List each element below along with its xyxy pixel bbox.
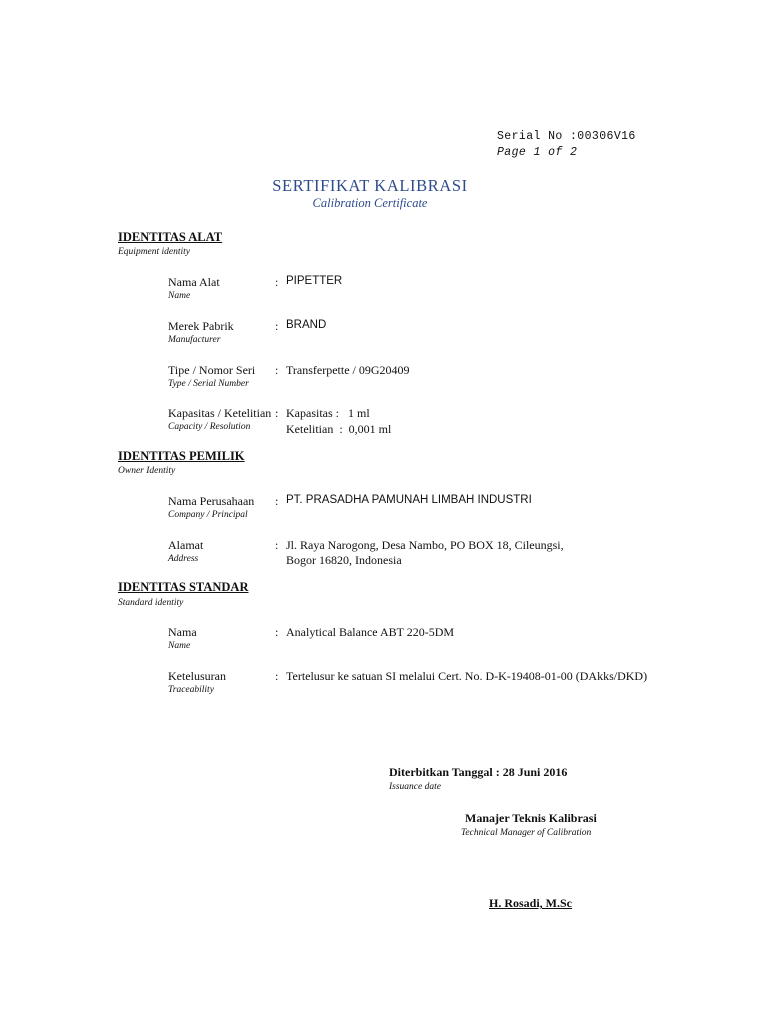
field-value: Kapasitas : 1 ml (286, 406, 370, 420)
field-label-en: Capacity / Resolution (168, 422, 251, 432)
field-value: Analytical Balance ABT 220-5DM (286, 625, 455, 639)
field-label-en: Traceability (168, 685, 214, 695)
field-colon: : (275, 538, 279, 552)
field-colon: : (275, 319, 279, 333)
field-label: Ketelusuran (168, 669, 226, 683)
field-label: Nama (168, 625, 197, 639)
issuance-date: Diterbitkan Tanggal : 28 Juni 2016 (389, 765, 568, 779)
signatory-name: H. Rosadi, M.Sc (489, 896, 573, 910)
field-value: BRAND (286, 319, 327, 331)
signatory-title: Manajer Teknis Kalibrasi (465, 811, 597, 825)
field-label-en: Name (168, 291, 191, 301)
field-colon: : (275, 406, 279, 420)
field-colon: : (275, 363, 279, 377)
field-label-en: Type / Serial Number (168, 379, 249, 389)
field-label: Alamat (168, 538, 204, 552)
field-colon: : (275, 494, 279, 508)
section-owner-heading: IDENTITAS PEMILIK (118, 449, 245, 463)
field-colon: : (275, 625, 279, 639)
field-label: Kapasitas / Ketelitian (168, 406, 272, 420)
page-number: Page 1 of 2 (497, 146, 578, 159)
field-value: Tertelusur ke satuan SI melalui Cert. No. D-K-19408-01-00 (DAkks/DKD) (286, 669, 648, 683)
field-value: PT. PRASADHA PAMUNAH LIMBAH INDUSTRI (286, 494, 532, 506)
section-equipment-heading: IDENTITAS ALAT (118, 230, 223, 244)
field-label: Merek Pabrik (168, 319, 234, 333)
field-value: Transferpette / 09G20409 (286, 363, 410, 377)
issuance-date-en: Issuance date (389, 782, 441, 792)
section-owner-subheading: Owner Identity (118, 466, 176, 476)
field-label: Tipe / Nomor Seri (168, 363, 256, 377)
certificate-subtitle: Calibration Certificate (312, 196, 428, 210)
field-value-line2: Bogor 16820, Indonesia (286, 553, 402, 567)
field-label: Nama Perusahaan (168, 494, 255, 508)
field-colon: : (275, 275, 279, 289)
field-value: PIPETTER (286, 275, 343, 287)
field-value: Jl. Raya Narogong, Desa Nambo, PO BOX 18, Cileungsi, (286, 538, 564, 552)
field-label: Nama Alat (168, 275, 220, 289)
field-value-line2: Ketelitian : 0,001 ml (286, 422, 392, 436)
section-standard-subheading: Standard identity (118, 598, 184, 608)
field-colon: : (275, 669, 279, 683)
field-label-en: Manufacturer (168, 335, 221, 345)
section-standard-heading: IDENTITAS STANDAR (118, 580, 249, 594)
field-label-en: Name (168, 641, 191, 651)
field-label-en: Company / Principal (168, 510, 248, 520)
section-equipment-subheading: Equipment identity (118, 247, 191, 257)
certificate-title: SERTIFIKAT KALIBRASI (272, 176, 468, 195)
serial-number: Serial No :00306V16 (497, 130, 636, 143)
field-label-en: Address (168, 554, 199, 564)
signatory-title-en: Technical Manager of Calibration (461, 828, 592, 838)
